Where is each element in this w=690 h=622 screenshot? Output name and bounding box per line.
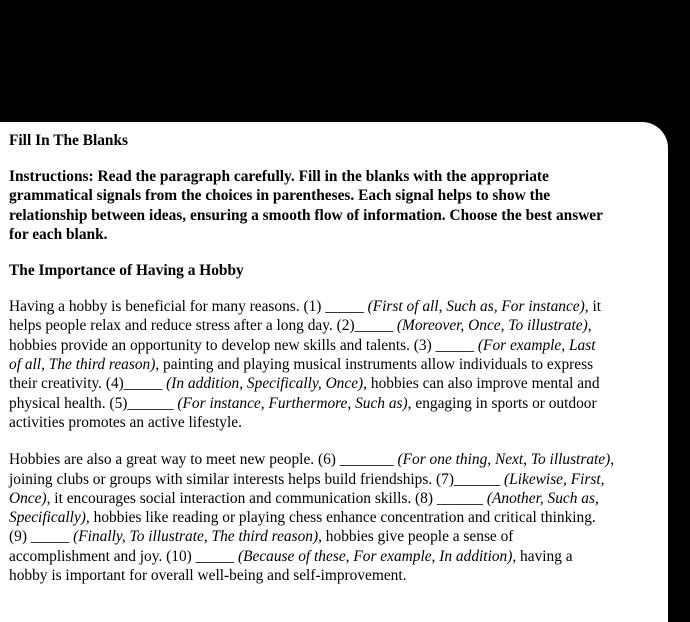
paragraph-line	[9, 395, 597, 412]
text-run: , hobbies like reading or playing chess enhance concentration and critical thinking.	[85, 509, 596, 527]
choices-text: (Another, Such as,	[486, 489, 599, 507]
text-run: joining clubs or groups with similar interests helps build friendships. (7)______	[9, 470, 505, 488]
choices-text: Once)	[9, 489, 47, 507]
instructions-line: grammatical signals from the choices in parentheses. Each signal helps to show the	[9, 187, 551, 205]
instructions-line: Instructions: Read the paragraph carefully. Fill in the blanks with the appropriate	[9, 168, 549, 185]
choices-text: (Likewise, First,	[504, 470, 605, 488]
text-run: , engaging in sports or outdoor	[407, 394, 597, 412]
text-run: helps people relax and reduce stress after a long day. (2)_____	[9, 317, 397, 335]
paragraph-line	[9, 298, 601, 315]
choices-text: (First of all, Such as, For instance)	[367, 298, 585, 316]
text-run: ,	[610, 451, 615, 469]
choices-text: (Because of these, For example, In addition)	[237, 547, 513, 565]
paragraph-line	[9, 490, 599, 507]
paragraph-line	[9, 509, 596, 526]
paragraph-line	[9, 414, 242, 431]
text-run: ,	[587, 317, 592, 335]
choices-text: (Finally, To illustrate, The third reason)	[73, 528, 319, 546]
choices-text: of all, The third reason)	[9, 356, 156, 374]
text-run: (9) _____	[9, 528, 74, 546]
instructions	[9, 167, 659, 244]
document-content	[9, 131, 659, 585]
text-run: hobby is important for overall well-being and self-improvement.	[9, 567, 407, 585]
text-run: , it encourages social interaction and communication skills. (8) ______	[46, 489, 487, 507]
text-run: their creativity. (4)_____	[9, 375, 167, 393]
text-run: , hobbies can also improve mental and	[363, 375, 600, 393]
choices-text: (For one thing, Next, To illustrate)	[397, 451, 611, 469]
paragraph-line	[9, 317, 592, 334]
text-run: Hobbies are also a great way to meet new people. (6) _______	[9, 451, 398, 469]
page-title: Fill In The Blanks	[9, 132, 129, 149]
paragraph-line	[9, 471, 605, 488]
instructions-line: relationship between ideas, ensuring a smooth flow of information. Choose the best answer	[9, 206, 603, 224]
section-heading: The Importance of Having a Hobby	[9, 262, 244, 280]
paragraph-line	[9, 548, 573, 565]
text-run: Having a hobby is beneficial for many reasons. (1) _____	[9, 298, 368, 316]
text-run: hobbies provide an opportunity to develop new skills and talents. (3) _____	[9, 336, 478, 354]
paragraph-line	[9, 337, 595, 354]
choices-text: (For instance, Furthermore, Such as)	[177, 394, 408, 412]
text-run: accomplishment and joy. (10) _____	[9, 547, 238, 565]
choices-text: (In addition, Specifically, Once)	[166, 375, 364, 393]
text-run: , hobbies give people a sense of	[318, 528, 514, 546]
text-run: , having a	[512, 547, 573, 565]
paragraph-line	[9, 567, 407, 584]
paragraph-line	[9, 451, 614, 468]
paragraph-2	[9, 450, 659, 585]
document-card	[0, 122, 668, 622]
choices-text: (Moreover, Once, To illustrate)	[396, 317, 588, 335]
text-run: , it	[584, 298, 602, 316]
choices-text: (For example, Last	[477, 336, 596, 354]
text-run: , painting and playing musical instruments allow individuals to express	[155, 356, 594, 374]
text-run: activities promotes an active lifestyle.	[9, 413, 242, 431]
text-run: physical health. (5)______	[9, 394, 178, 412]
paragraph-line	[9, 528, 513, 545]
paragraph-line	[9, 375, 600, 392]
paragraph-line	[9, 356, 593, 373]
paragraph-1	[9, 297, 659, 432]
choices-text: Specifically)	[9, 509, 86, 527]
instructions-line: for each blank.	[9, 225, 108, 243]
